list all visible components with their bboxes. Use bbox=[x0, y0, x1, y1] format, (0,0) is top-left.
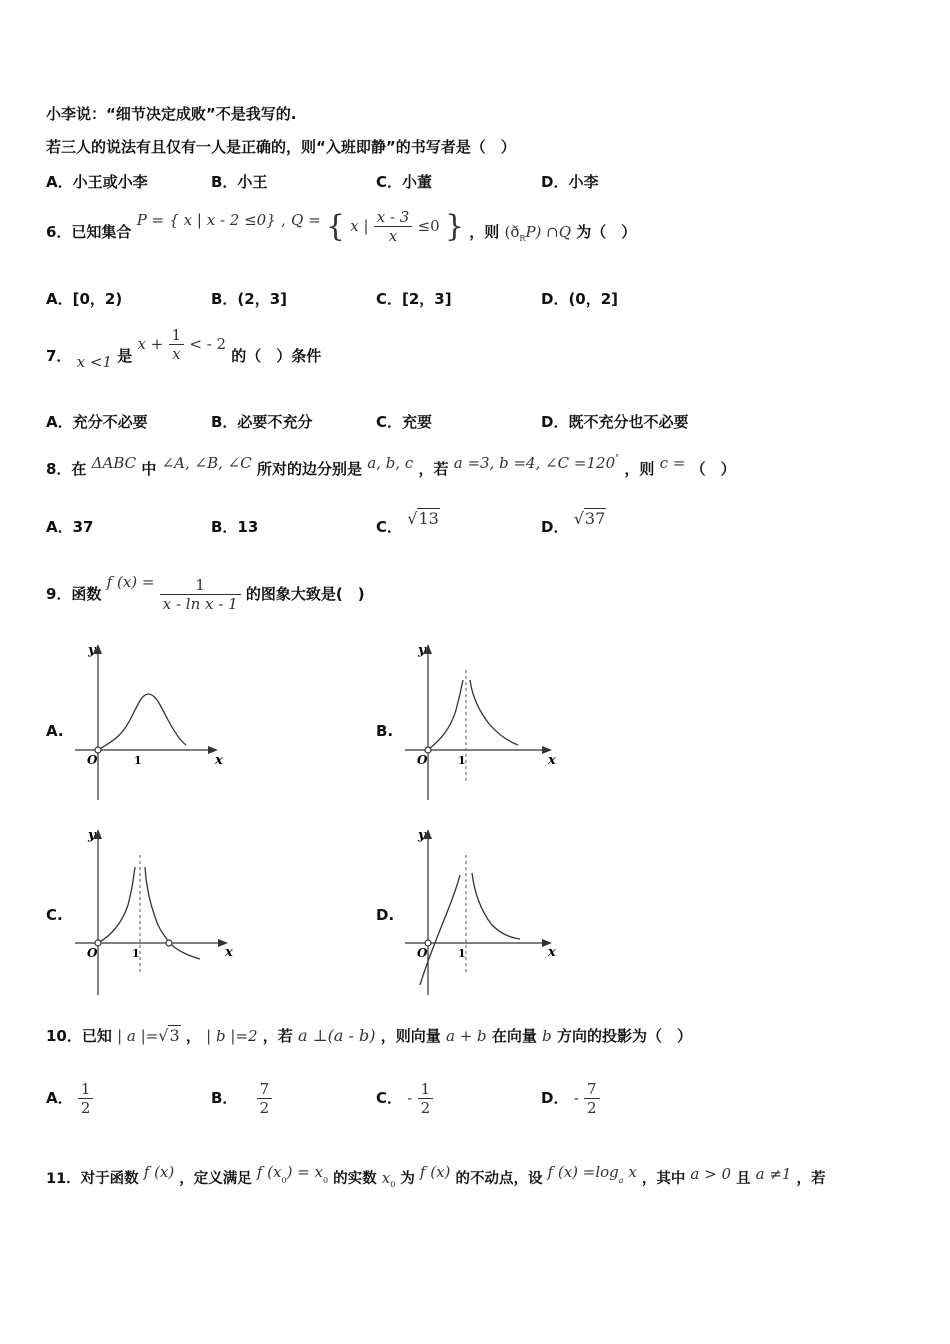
q11-a-ne: a ≠1 bbox=[755, 1165, 792, 1183]
q10-zai: 在向量 bbox=[491, 1027, 537, 1045]
q6-expression: P) ∩Q bbox=[525, 223, 572, 241]
q6-q-lhs: Q = bbox=[291, 211, 321, 229]
q8-option-c-label: C． bbox=[376, 518, 403, 536]
q6-q-denominator: x bbox=[388, 227, 398, 245]
q10-option-a-den: 2 bbox=[80, 1099, 91, 1117]
q6-option-b[interactable]: B．(2，3] bbox=[211, 290, 288, 308]
q10-b-norm: | b |=2 bbox=[206, 1027, 258, 1045]
q9-label-d[interactable]: D. bbox=[376, 906, 395, 924]
q10-tail: 方向的投影为（ ） bbox=[556, 1027, 692, 1045]
q9b-curve-left bbox=[428, 680, 463, 750]
q9a-curve bbox=[98, 694, 186, 750]
q10-option-c-sign: - bbox=[407, 1089, 413, 1107]
q10-option-b-fraction bbox=[257, 1080, 273, 1117]
q6-p-set: { x | x - 2 ≤0} bbox=[169, 211, 276, 229]
q9c-tick-label: 1 bbox=[132, 947, 140, 960]
q11-qizhong: ，其中 bbox=[641, 1171, 686, 1187]
q6-complement-sub: R bbox=[519, 234, 526, 243]
q9a-x-label: x bbox=[215, 753, 223, 768]
q5-option-d[interactable]: D．小李 bbox=[541, 173, 599, 191]
q9b-tick-label: 1 bbox=[458, 754, 466, 767]
q9d-origin-label: O bbox=[417, 946, 428, 960]
q10-option-c-den: 2 bbox=[420, 1099, 431, 1117]
q11-wei: 为 bbox=[400, 1171, 415, 1187]
q6-then: ，则 bbox=[469, 223, 500, 241]
q9-graph-a[interactable] bbox=[70, 640, 230, 805]
q8-option-c-radical: √13 bbox=[407, 509, 439, 528]
q9-tail: 的图象大致是( ) bbox=[245, 585, 365, 603]
q11-budong: 的不动点，设 bbox=[455, 1171, 543, 1187]
q8-option-d-radicand: 37 bbox=[584, 509, 606, 528]
q9d-tick-label: 1 bbox=[458, 947, 466, 960]
q7-x-plus: x + bbox=[137, 335, 164, 353]
q8-sides: a, b, c bbox=[367, 454, 414, 472]
q9a-y-label: y bbox=[88, 643, 96, 658]
q10-condition: a ⊥(a - b) bbox=[297, 1026, 376, 1045]
q9-f: f (x) = bbox=[106, 573, 155, 591]
q9c-curve-left bbox=[98, 867, 135, 943]
question-5-stem: 若三人的说法有且仅有一人是正确的，则“入班即静”的书写者是（ ） bbox=[46, 138, 516, 156]
q8-number: 8．在 bbox=[46, 460, 87, 478]
q9c-x-label: x bbox=[225, 945, 233, 960]
q10-option-b-num: 7 bbox=[257, 1080, 273, 1099]
q10-option-c[interactable] bbox=[376, 1076, 433, 1120]
q11-log-sub: a bbox=[618, 1175, 624, 1185]
q10-option-d-sign: - bbox=[573, 1089, 579, 1107]
q7-condition: x <1 bbox=[76, 353, 113, 371]
q8-option-a[interactable]: A．37 bbox=[46, 518, 94, 536]
q10-ruo: ，若 bbox=[262, 1027, 293, 1045]
q8-suo: 所对的边分别是 bbox=[256, 460, 362, 478]
q11-sub0-b: 0 bbox=[323, 1175, 329, 1185]
q10-option-b-den: 2 bbox=[259, 1099, 270, 1117]
q10-option-d-num: 7 bbox=[584, 1080, 600, 1099]
q11-eq: ) = x bbox=[286, 1163, 324, 1181]
q7-option-c[interactable]: C．充要 bbox=[376, 413, 433, 431]
q9-label-b[interactable]: B. bbox=[376, 722, 394, 740]
question-11-stem bbox=[46, 1163, 826, 1195]
q10-option-d-fraction bbox=[584, 1080, 600, 1117]
q8-option-b[interactable]: B．13 bbox=[211, 518, 259, 536]
question-9-stem bbox=[46, 572, 365, 616]
q7-is: 是 bbox=[117, 347, 133, 365]
q7-lt: < - 2 bbox=[189, 335, 227, 353]
q7-option-b[interactable]: B．必要不充分 bbox=[211, 413, 313, 431]
q8-zhong: 中 bbox=[141, 460, 157, 478]
q11-fx0: f (x bbox=[256, 1163, 282, 1181]
q9-number: 9．函数 bbox=[46, 585, 102, 603]
statement-xiaoli: 小李说：“细节决定成败”不是我写的. bbox=[46, 105, 297, 123]
q9c-curve-right bbox=[145, 867, 200, 959]
q8-c-eq: c = bbox=[659, 454, 686, 472]
q9-fraction-den: x - ln x - 1 bbox=[162, 595, 238, 613]
q10-option-a[interactable] bbox=[46, 1076, 93, 1120]
q5-option-c[interactable]: C．小董 bbox=[376, 173, 433, 191]
q9c-y-label: y bbox=[88, 828, 96, 843]
q6-q-pre: x | bbox=[350, 217, 369, 235]
q6-number: 6．已知集合 bbox=[46, 223, 132, 241]
q9b-y-label: y bbox=[418, 643, 426, 658]
q8-option-d-radical: √37 bbox=[573, 509, 606, 528]
q6-tail: 为（ ） bbox=[576, 223, 637, 241]
q9d-curve-left bbox=[420, 875, 460, 985]
q9-graph-c[interactable] bbox=[70, 825, 240, 1000]
q10-option-a-label: A． bbox=[46, 1089, 73, 1107]
q10-option-b-label: B． bbox=[211, 1089, 238, 1107]
q10-option-a-fraction bbox=[78, 1080, 94, 1117]
q9d-curve-right bbox=[472, 873, 520, 939]
q9-label-c[interactable]: C. bbox=[46, 906, 63, 924]
q6-q-post: ≤0 bbox=[417, 217, 440, 235]
q6-comma: , bbox=[281, 211, 286, 229]
q6-p-lhs: P = bbox=[136, 211, 165, 229]
q6-option-c[interactable]: C．[2，3] bbox=[376, 290, 452, 308]
q10-option-c-num: 1 bbox=[418, 1080, 434, 1099]
q11-x0: x bbox=[381, 1169, 391, 1187]
q7-fraction bbox=[169, 326, 185, 363]
q11-sub0-a: 0 bbox=[281, 1175, 287, 1185]
q5-option-b[interactable]: B．小王 bbox=[211, 173, 268, 191]
q6-right-brace: } bbox=[444, 208, 465, 244]
question-8-stem bbox=[46, 453, 736, 479]
q10-option-c-fraction bbox=[418, 1080, 434, 1117]
q11-a-gt: a > 0 bbox=[690, 1165, 732, 1183]
q9-fraction-num: 1 bbox=[160, 576, 241, 595]
q9b-curve-right bbox=[470, 680, 518, 745]
q10-a-norm: | a |= bbox=[117, 1027, 159, 1045]
q10-option-d[interactable] bbox=[541, 1076, 600, 1120]
question-6-stem bbox=[46, 208, 637, 252]
q11-shishu: 的实数 bbox=[333, 1171, 377, 1187]
q9a-origin-label: O bbox=[87, 753, 98, 767]
q11-log-left: f (x) =log bbox=[547, 1163, 619, 1181]
q5-option-a[interactable]: A．小王或小李 bbox=[46, 173, 148, 191]
q10-a-radical: √3 bbox=[158, 1026, 180, 1045]
q9-graph-d[interactable] bbox=[400, 825, 565, 1000]
q11-log-right: x bbox=[623, 1163, 637, 1181]
q8-option-c-radicand: 13 bbox=[418, 509, 439, 528]
q6-complement: (ð bbox=[504, 223, 520, 241]
q11-ruo: ，若 bbox=[796, 1171, 826, 1187]
q6-q-fraction bbox=[374, 208, 413, 245]
q11-fx2: f (x) bbox=[419, 1163, 451, 1181]
q8-ze: ，则 bbox=[624, 460, 655, 478]
question-7-stem bbox=[46, 326, 322, 376]
q9-label-a[interactable]: A. bbox=[46, 722, 64, 740]
q11-fx: f (x) bbox=[143, 1163, 175, 1181]
q6-left-brace: { bbox=[325, 208, 345, 244]
q11-def: ，定义满足 bbox=[179, 1171, 252, 1187]
q11-number: 11．对于函数 bbox=[46, 1171, 139, 1187]
q10-option-b[interactable] bbox=[211, 1076, 272, 1120]
q10-option-d-den: 2 bbox=[587, 1099, 597, 1117]
q7-option-a[interactable]: A．充分不必要 bbox=[46, 413, 148, 431]
q9a-tick-label: 1 bbox=[134, 754, 142, 767]
q10-comma: ， bbox=[185, 1027, 201, 1045]
q10-a-radicand: 3 bbox=[169, 1026, 180, 1045]
q6-option-d[interactable]: D．(0，2] bbox=[541, 290, 619, 308]
q8-angles: ∠A, ∠B, ∠C bbox=[161, 454, 252, 472]
q9c-x-intercept-dot bbox=[166, 940, 172, 946]
q7-fraction-den: x bbox=[172, 345, 181, 363]
q7-number: 7． bbox=[46, 347, 72, 365]
q8-option-d[interactable] bbox=[541, 509, 606, 537]
q10-ze: ，则向量 bbox=[380, 1027, 441, 1045]
q9-graph-b[interactable] bbox=[400, 640, 565, 805]
q10-option-a-num: 1 bbox=[78, 1080, 94, 1099]
q11-sub0-c: 0 bbox=[390, 1179, 396, 1189]
q9d-x-label: x bbox=[548, 945, 556, 960]
q8-triangle: ΔABC bbox=[91, 454, 137, 472]
q9-fraction bbox=[160, 576, 241, 613]
q10-option-d-label: D． bbox=[541, 1089, 569, 1107]
q10-vector-b: b bbox=[542, 1027, 552, 1045]
q8-option-c[interactable] bbox=[376, 509, 440, 537]
q9b-x-label: x bbox=[548, 753, 556, 768]
q7-tail: 的（ ）条件 bbox=[231, 347, 322, 365]
q11-qie: 且 bbox=[736, 1171, 751, 1187]
q8-degree: ° bbox=[615, 453, 620, 462]
q10-option-c-label: C． bbox=[376, 1089, 403, 1107]
q6-option-a[interactable]: A．[0，2) bbox=[46, 290, 123, 308]
q8-tail: （ ） bbox=[690, 460, 736, 478]
q6-q-numerator: x - 3 bbox=[374, 208, 413, 227]
question-10-stem bbox=[46, 1026, 692, 1046]
q7-option-d[interactable]: D．既不充分也不必要 bbox=[541, 413, 689, 431]
q8-condition: a =3, b =4, ∠C =120 bbox=[453, 454, 616, 472]
q8-option-d-label: D． bbox=[541, 518, 569, 536]
q9d-y-label: y bbox=[418, 828, 426, 843]
q8-ruo: ，若 bbox=[418, 460, 449, 478]
q9b-origin-label: O bbox=[417, 753, 428, 767]
q7-fraction-num: 1 bbox=[169, 326, 185, 345]
q10-a-plus-b: a + b bbox=[445, 1027, 487, 1045]
q10-number: 10．已知 bbox=[46, 1027, 112, 1045]
q9c-origin-label: O bbox=[87, 946, 98, 960]
